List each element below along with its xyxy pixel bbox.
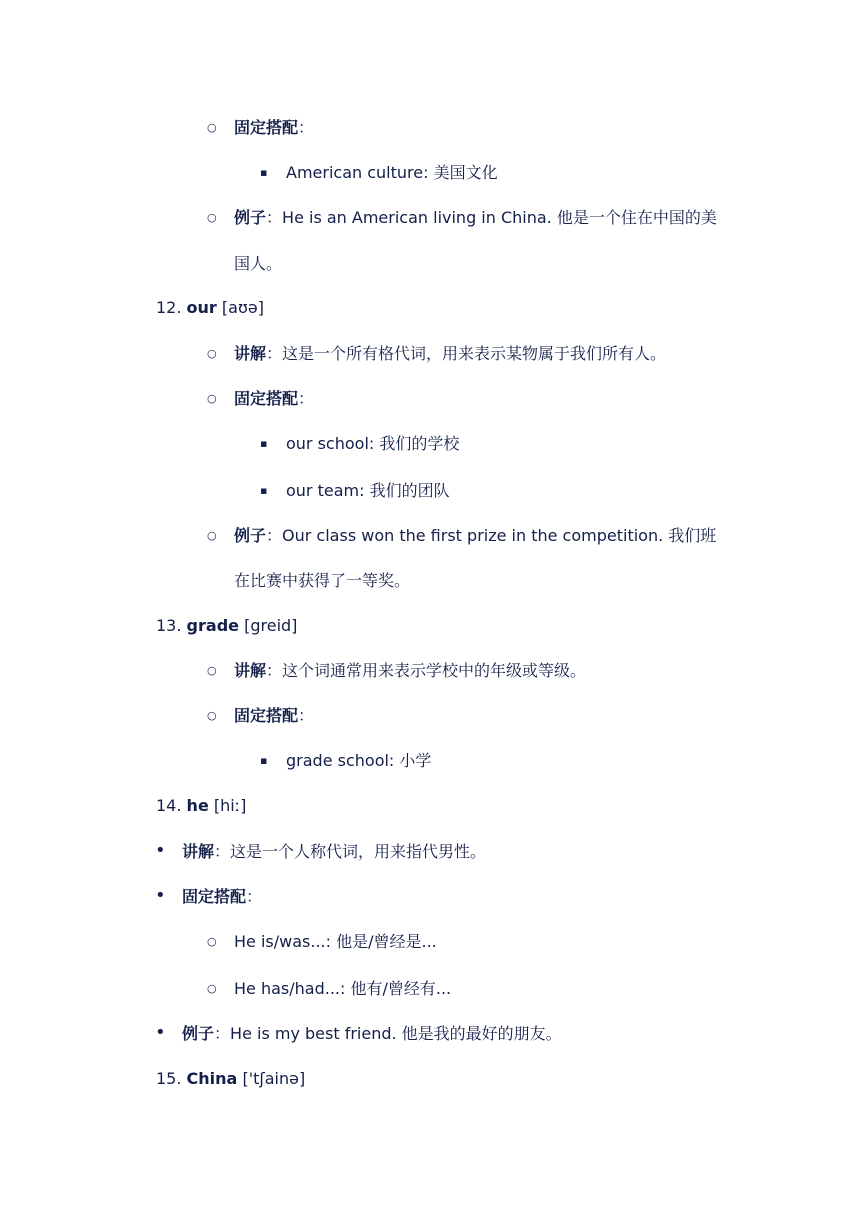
example-line: 例子：He is my best friend. 他是我的最好的朋友。 bbox=[182, 1024, 562, 1043]
vocab-entry-heading: 15. China ['tʃainə] bbox=[156, 1069, 306, 1088]
explain-line: 讲解：这是一个人称代词，用来指代男性。 bbox=[182, 842, 487, 861]
circle-bullet-icon: ○ bbox=[207, 211, 217, 224]
example-line-continued: 国人。 bbox=[234, 254, 283, 273]
circle-bullet-icon: ○ bbox=[207, 121, 217, 134]
square-bullet-icon: ▪ bbox=[260, 754, 268, 767]
vocab-entry-heading: 13. grade [greid] bbox=[156, 616, 298, 635]
collocation-item: He has/had...: 他有/曾经有... bbox=[234, 979, 452, 998]
square-bullet-icon: ▪ bbox=[260, 166, 268, 179]
circle-bullet-icon: ○ bbox=[207, 664, 217, 677]
vocab-entry-heading: 14. he [hiː] bbox=[156, 796, 247, 815]
collocation-item: our school: 我们的学校 bbox=[286, 434, 460, 453]
circle-bullet-icon: ○ bbox=[207, 529, 217, 542]
circle-bullet-icon: ○ bbox=[207, 709, 217, 722]
collocation-item: our team: 我们的团队 bbox=[286, 481, 450, 500]
disc-bullet-icon: • bbox=[155, 840, 166, 861]
example-line: 例子：He is an American living in China. 他是一个住在中国的美 bbox=[234, 208, 717, 227]
collocation-heading: 固定搭配： bbox=[234, 706, 315, 725]
square-bullet-icon: ▪ bbox=[260, 484, 268, 497]
collocation-item: grade school: 小学 bbox=[286, 751, 432, 770]
example-line-continued: 在比赛中获得了一等奖。 bbox=[234, 571, 411, 590]
circle-bullet-icon: ○ bbox=[207, 347, 217, 360]
explain-line: 讲解：这个词通常用来表示学校中的年级或等级。 bbox=[234, 661, 587, 680]
disc-bullet-icon: • bbox=[155, 885, 166, 906]
collocation-item: He is/was...: 他是/曾经是... bbox=[234, 932, 437, 951]
disc-bullet-icon: • bbox=[155, 1022, 166, 1043]
collocation-item: American culture: 美国文化 bbox=[286, 163, 498, 182]
explain-line: 讲解：这是一个所有格代词，用来表示某物属于我们所有人。 bbox=[234, 344, 667, 363]
collocation-heading: 固定搭配： bbox=[234, 389, 315, 408]
example-line: 例子：Our class won the first prize in the competition. 我们班 bbox=[234, 526, 717, 545]
circle-bullet-icon: ○ bbox=[207, 935, 217, 948]
square-bullet-icon: ▪ bbox=[260, 437, 268, 450]
circle-bullet-icon: ○ bbox=[207, 982, 217, 995]
vocab-entry-heading: 12. our [aʊə] bbox=[156, 298, 264, 317]
collocation-heading: 固定搭配： bbox=[234, 118, 315, 137]
circle-bullet-icon: ○ bbox=[207, 392, 217, 405]
collocation-heading: 固定搭配： bbox=[182, 887, 263, 906]
